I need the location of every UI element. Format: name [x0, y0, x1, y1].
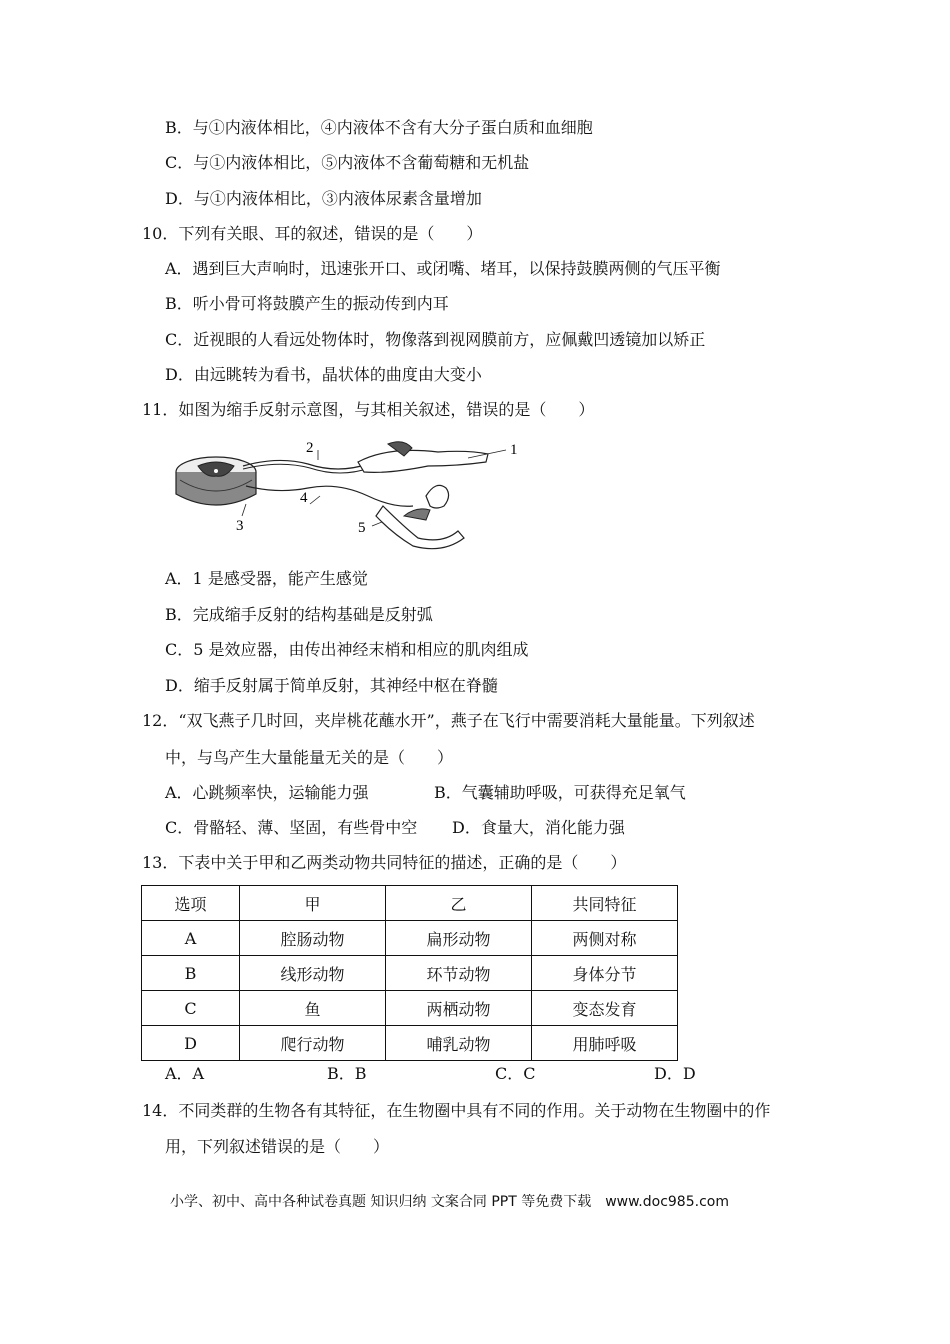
diagram-label-3: 3	[236, 518, 244, 534]
q11-option-b: B．完成缩手反射的结构基础是反射弧	[165, 605, 433, 624]
q11-stem: 11．如图为缩手反射示意图，与其相关叙述，错误的是（ ）	[142, 400, 595, 419]
reflex-arc-diagram	[168, 436, 528, 555]
table-row	[142, 956, 678, 991]
q11-option-c: C．5 是效应器，由传出神经末梢和相应的肌肉组成	[165, 640, 529, 659]
q10-option-d: D．由远眺转为看书，晶状体的曲度由大变小	[165, 365, 482, 384]
diagram-label-5: 5	[358, 520, 366, 536]
table-row	[142, 1026, 678, 1061]
table-header-cell: 乙	[386, 886, 532, 921]
q10-option-b: B．听小骨可将鼓膜产生的振动传到内耳	[165, 294, 449, 313]
table-cell: B	[142, 956, 240, 991]
table-cell: 鱼	[240, 991, 386, 1026]
q10-stem: 10．下列有关眼、耳的叙述，错误的是（ ）	[142, 224, 483, 243]
table-cell: 扁形动物	[386, 921, 532, 956]
q14-stem-line2: 用，下列叙述错误的是（ ）	[165, 1137, 390, 1156]
table-header-cell: 甲	[240, 886, 386, 921]
q13-table	[141, 885, 678, 1061]
diagram-label-1: 1	[510, 442, 518, 458]
table-cell: 哺乳动物	[386, 1026, 532, 1061]
diagram-label-2: 2	[306, 440, 314, 456]
q13-stem: 13．下表中关于甲和乙两类动物共同特征的描述，正确的是（ ）	[142, 853, 627, 872]
q13-option-c: C．C	[495, 1064, 536, 1083]
table-cell: D	[142, 1026, 240, 1061]
q10-option-c: C．近视眼的人看远处物体时，物像落到视网膜前方，应佩戴凹透镜加以矫正	[165, 330, 706, 349]
table-cell: 两栖动物	[386, 991, 532, 1026]
table-cell: A	[142, 921, 240, 956]
q13-option-d: D．D	[654, 1064, 696, 1083]
table-cell: 用肺呼吸	[532, 1026, 678, 1061]
q11-option-a: A．1 是感受器，能产生感觉	[165, 569, 368, 588]
q11-option-d: D．缩手反射属于简单反射，其神经中枢在脊髓	[165, 676, 498, 695]
q10-option-a: A．遇到巨大声响时，迅速张开口、或闭嘴、堵耳，以保持鼓膜两侧的气压平衡	[165, 259, 721, 278]
q12-stem-line2: 中，与鸟产生大量能量无关的是（ ）	[165, 748, 454, 767]
table-header-row	[142, 886, 678, 921]
table-cell: 腔肠动物	[240, 921, 386, 956]
table-row	[142, 921, 678, 956]
q9-option-b: B．与①内液体相比，④内液体不含有大分子蛋白质和血细胞	[165, 118, 593, 137]
q12-option-c: C．骨骼轻、薄、坚固，有些骨中空	[165, 818, 418, 837]
table-cell: 变态发育	[532, 991, 678, 1026]
q12-option-d: D．食量大，消化能力强	[452, 818, 625, 837]
table-cell: 环节动物	[386, 956, 532, 991]
q13-option-a: A．A	[165, 1064, 205, 1083]
page-footer: 小学、初中、高中各种试卷真题 知识归纳 文案合同 PPT 等免费下载 www.doc985.com	[170, 1194, 729, 1210]
q12-option-a: A．心跳频率快，运输能力强	[165, 783, 369, 802]
table-header-cell: 共同特征	[532, 886, 678, 921]
table-cell: 身体分节	[532, 956, 678, 991]
table-cell: C	[142, 991, 240, 1026]
table-header-cell: 选项	[142, 886, 240, 921]
diagram-label-4: 4	[300, 490, 308, 506]
table-cell: 两侧对称	[532, 921, 678, 956]
q12-stem-line1: 12．“双飞燕子几时回，夹岸桃花蘸水开”，燕子在飞行中需要消耗大量能量。下列叙述	[142, 711, 755, 730]
q14-stem-line1: 14．不同类群的生物各有其特征，在生物圈中具有不同的作用。关于动物在生物圈中的作	[142, 1101, 771, 1120]
table-cell: 线形动物	[240, 956, 386, 991]
q9-option-d: D．与①内液体相比，③内液体尿素含量增加	[165, 189, 482, 208]
q9-option-c: C．与①内液体相比，⑤内液体不含葡萄糖和无机盐	[165, 153, 530, 172]
q13-option-b: B．B	[327, 1064, 367, 1083]
table-row	[142, 991, 678, 1026]
q12-option-b: B．气囊辅助呼吸，可获得充足氧气	[434, 783, 686, 802]
table-cell: 爬行动物	[240, 1026, 386, 1061]
